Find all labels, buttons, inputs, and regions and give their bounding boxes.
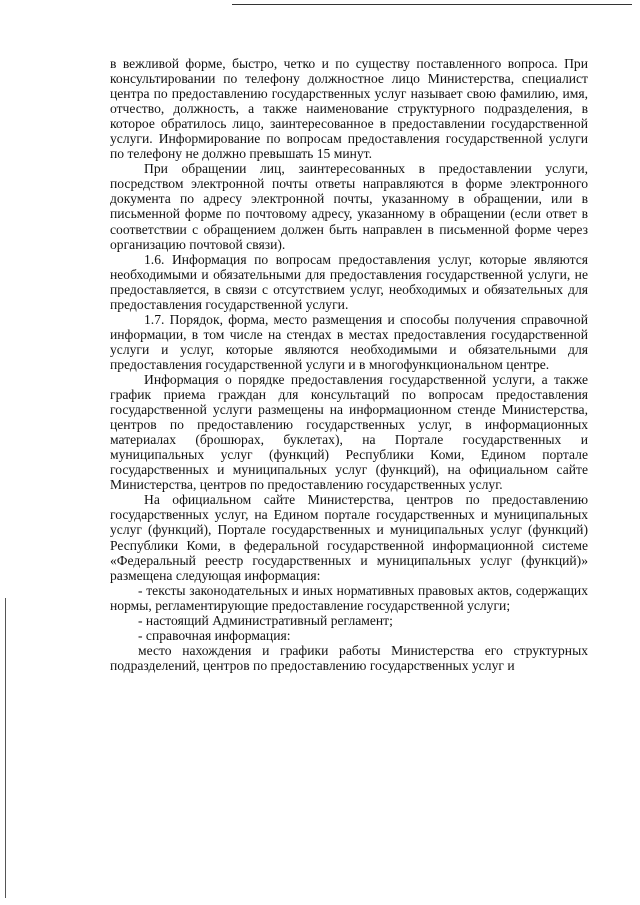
list-item-reference-info: - справочная информация: bbox=[138, 627, 291, 643]
paragraph-official-site: На официальном сайте Министерства, центров по предоставлению государственных услуг, на Едином портале государственных и муниципальных услуг (функций), Портале государственных и муниципальных услуг (функций) Республики Коми, в федеральной государственной информационной системе «Федеральный реестр государственных и муниципальных услуг (функций)» размещена следующая информация: bbox=[110, 492, 588, 583]
top-edge-line bbox=[232, 4, 632, 5]
paragraph-location-schedule: место нахождения и графики работы Министерства его структурных подразделений, центров по предоставлению государственных услуг и bbox=[110, 642, 588, 673]
left-edge-line bbox=[5, 598, 6, 898]
paragraph-consultation-phone: в вежливой форме, быстро, четко и по существу поставленного вопроса. При консультировании по телефону должностное лицо Министерства, специалист центра по предоставлению государственных услуг называет свою фамилию, имя, отчество, должность, а также наименование структурного подразделения, в которое обратилось лицо, заинтересованное в предоставлении государственной услуги. Информирование по вопросам предоставления государственной услуги по телефону не должно превышать 15 минут. bbox=[110, 56, 588, 162]
paragraph-section-1-6: 1.6. Информация по вопросам предоставления услуг, которые являются необходимыми и обязательными для предоставления государственной услуги, не предоставляется, в связи с отсутствием услуг, необходимых и обязательных для предоставления государственной услуги. bbox=[110, 251, 588, 312]
paragraph-section-1-7: 1.7. Порядок, форма, место размещения и способы получения справочной информации, в том числе на стендах в местах предоставления государственной услуги и услуг, которые являются необходимыми и обязательными для предоставления государственной услуги и в многофункциональном центре. bbox=[110, 311, 588, 372]
paragraph-email-requests: При обращении лиц, заинтересованных в предоставлении услуги, посредством электронной почты ответы направляются в форме электронного документа по адресу электронной почты, указанному в обращении, или в письменной форме по почтовому адресу, указанному в обращении (если ответ в соответствии с обращением должен быть направлен в письменной форме через организацию почтовой связи). bbox=[110, 161, 588, 252]
paragraph-info-placement: Информация о порядке предоставления государственной услуги, а также график приема граждан для консультаций по вопросам предоставления государственной услуги размещены на информационном стенде Министерства, центров по предоставлению государственных услуг, в информационных материалах (брошюрах, буклетах), на Портале государственных и муниципальных услуг (функций) Республики Коми, Едином портале государственных и муниципальных услуг (функций), на официальном сайте Министерства, центров по предоставлению государственных услуг. bbox=[110, 371, 588, 493]
list-item-legal-acts: - тексты законодательных и иных нормативных правовых актов, содержащих нормы, регламентирующие предоставление государственной услуги; bbox=[110, 582, 588, 613]
document-body bbox=[110, 56, 588, 673]
list-item-regulation: - настоящий Административный регламент; bbox=[138, 612, 393, 628]
